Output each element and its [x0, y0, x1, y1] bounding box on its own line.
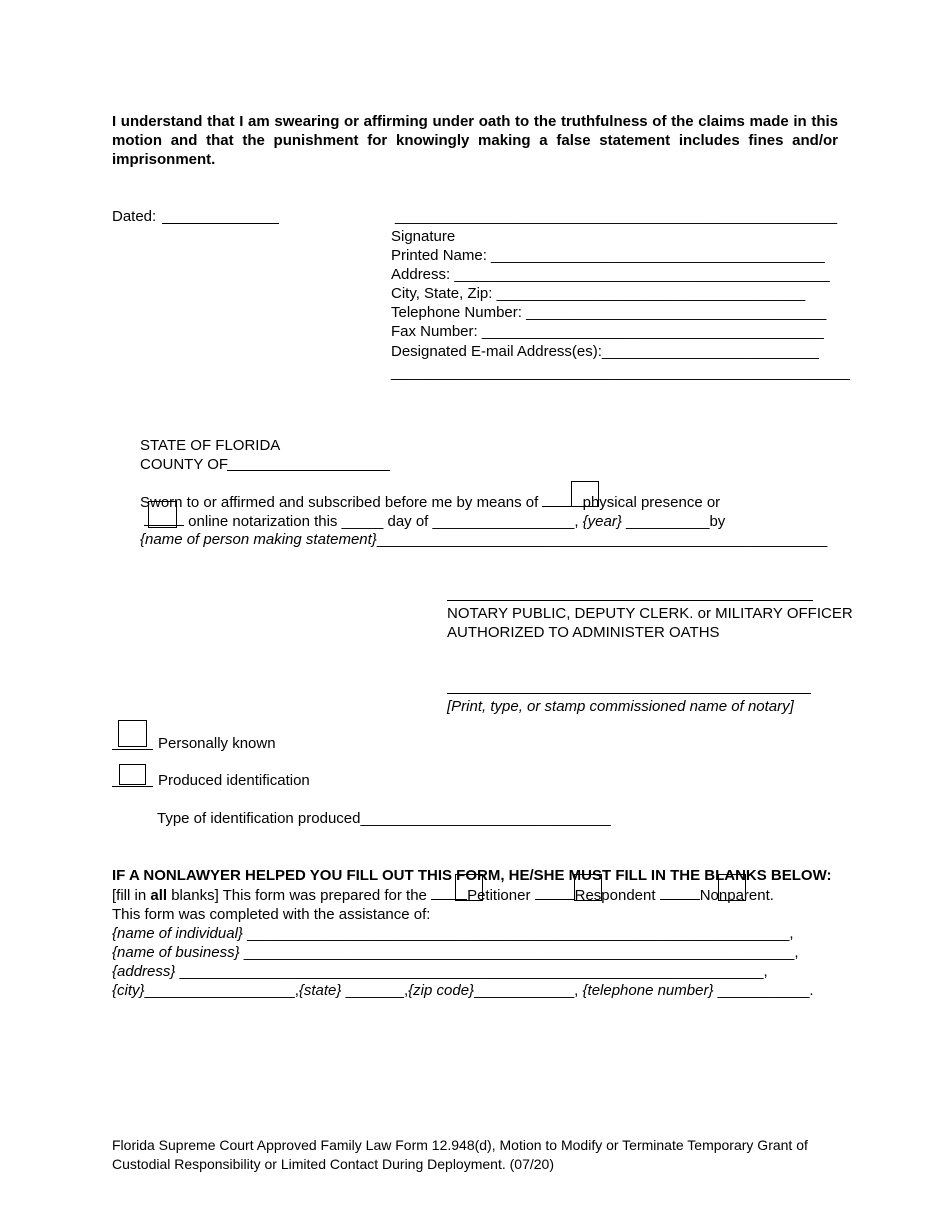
sworn-line-3 — [140, 530, 827, 549]
physical-presence-checkbox[interactable] — [571, 481, 599, 507]
nonparent-blank — [660, 885, 700, 900]
sworn-line-2 — [144, 511, 725, 531]
business-label: {name of business} — [112, 944, 240, 961]
individual-line — [112, 924, 794, 943]
city-state-zip-field[interactable]: City, State, Zip: _____________________________________ — [391, 285, 806, 302]
oath-statement: I understand that I am swearing or affirming under oath to the truthfulness of the claims made in this motion and that the punishment for knowingly making a false statement includes fines and/or imprisonment. — [112, 113, 838, 168]
petitioner-checkbox[interactable] — [455, 874, 483, 901]
person-name-field[interactable]: ______________________________________________________ — [376, 531, 828, 548]
city-label: {city} — [112, 982, 145, 999]
sworn-line-1 — [140, 492, 720, 512]
id-type-field[interactable]: Type of identification produced______________________________ — [157, 810, 611, 827]
signature-line[interactable]: _____________________________________________________ — [395, 208, 838, 225]
respondent-checkbox[interactable] — [574, 874, 602, 901]
state-label: STATE OF FLORIDA — [140, 437, 281, 454]
address-line — [112, 962, 768, 981]
produced-id-label: Produced identification — [158, 772, 310, 789]
respondent-blank — [535, 885, 575, 900]
respondent-label: Respondent — [574, 887, 656, 904]
signature-label: Signature — [391, 228, 456, 245]
phone-field[interactable]: ___________. — [717, 982, 814, 999]
county-label: COUNTY OF — [140, 456, 229, 473]
personally-known-checkbox[interactable] — [118, 720, 147, 747]
notary-signature-line[interactable] — [447, 600, 813, 601]
state-label-inline: {state} — [298, 982, 342, 999]
person-name-label: {name of person making statement} — [140, 531, 377, 548]
notary-name-label: [Print, type, or stamp commissioned name of notary] — [447, 698, 794, 715]
completed-with-label: This form was completed with the assistance of: — [112, 906, 431, 923]
individual-label: {name of individual} — [112, 925, 243, 942]
produced-id-checkbox[interactable] — [119, 764, 146, 785]
address-label: {address} — [112, 963, 176, 980]
address-field[interactable]: Address: _____________________________________________ — [391, 266, 830, 283]
sworn-text-a: Sworn to or affirmed and subscribed before me by means of — [140, 494, 539, 511]
produced-id-blank — [112, 786, 153, 787]
city-line — [112, 981, 814, 1000]
email-field[interactable]: Designated E-mail Address(es):__________________________ — [391, 343, 819, 360]
petitioner-label: Petitioner — [467, 887, 531, 904]
fill-suffix: blanks] This form was prepared for the — [171, 887, 427, 904]
city-field[interactable]: __________________, — [144, 982, 299, 999]
county-field[interactable] — [227, 470, 390, 471]
form-footer: Florida Supreme Court Approved Family Law Form 12.948(d), Motion to Modify or Terminate Temporary Grant of Custodial Responsibility or Limited Contact During Deployment. (07/20) — [112, 1137, 808, 1172]
notary-title-line-1: NOTARY PUBLIC, DEPUTY CLERK. or MILITARY OFFICER — [447, 605, 853, 622]
business-line — [112, 943, 799, 962]
notary-title-line-2: AUTHORIZED TO ADMINISTER OATHS — [447, 624, 720, 641]
fax-field[interactable]: Fax Number: _________________________________________ — [391, 323, 824, 340]
notary-name-line[interactable] — [447, 693, 811, 694]
business-field[interactable]: __________________________________________________________________, — [243, 944, 799, 961]
dated-label: Dated: — [112, 208, 157, 225]
state-field[interactable]: _______, — [345, 982, 409, 999]
telephone-field[interactable]: Telephone Number: ____________________________________ — [391, 304, 827, 321]
zip-field[interactable]: ____________, — [474, 982, 579, 999]
fill-prefix: [fill in — [112, 887, 147, 904]
nonparent-label: Nonparent. — [699, 887, 774, 904]
fill-all: all — [150, 887, 168, 904]
online-notarization-checkbox[interactable] — [148, 501, 177, 528]
prepared-for-line — [112, 885, 774, 905]
assistant-address-field[interactable]: ______________________________________________________________________, — [179, 963, 768, 980]
year-label: {year} — [582, 513, 622, 530]
extra-email-line[interactable]: _______________________________________________________ — [391, 364, 850, 381]
individual-field[interactable]: _________________________________________________________________, — [247, 925, 794, 942]
sworn-text-d: __________by — [626, 513, 726, 530]
phone-label: {telephone number} — [582, 982, 714, 999]
dated-field[interactable] — [162, 223, 279, 224]
personally-known-blank — [112, 749, 153, 750]
nonparent-checkbox[interactable] — [718, 874, 746, 901]
personally-known-label: Personally known — [158, 735, 276, 752]
zip-label: {zip code} — [408, 982, 475, 999]
sworn-text-c: online notarization this _____ day of _________________, — [188, 513, 579, 530]
printed-name-field[interactable]: Printed Name: ________________________________________ — [391, 247, 825, 264]
sworn-text-b: physical presence or — [582, 494, 721, 511]
nonlawyer-heading: IF A NONLAWYER HELPED YOU FILL OUT THIS FORM, HE/SHE MUST FILL IN THE BLANKS BELOW: — [112, 867, 832, 884]
